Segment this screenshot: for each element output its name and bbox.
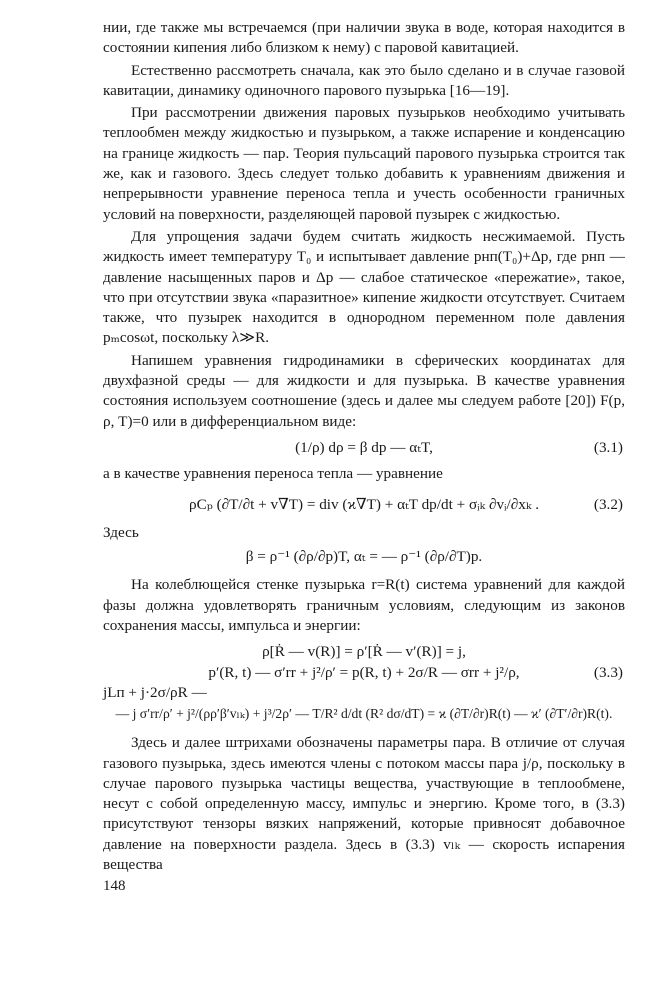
equation-3-2-body: ρCₚ (∂T/∂t + v∇T) = div (ϰ∇T) + αₜT dp/dt + σᵢₖ ∂vᵢ/∂xₖ . bbox=[188, 495, 539, 513]
paragraph-7: На колеблющейся стенке пузырька r=R(t) система уравнений для каждой фазы должна удовлетворять граничным условиям, следующим из законов сохранения массы, импульса и энергии: bbox=[103, 576, 625, 635]
equation-3-3-line-4: — j σ′rr/ρ′ + j²/(ρρ′β′vₗₖ) + j³/2ρ′ — T/R² d/dt (R² dσ/dT) = ϰ (∂T/∂r)R(t) — ϰ′ (∂T′/∂r)R(t). bbox=[115, 706, 613, 722]
paragraph-6: а в качестве уравнения переноса тепла — уравнение bbox=[103, 465, 443, 483]
paragraph-3: При рассмотрении движения паровых пузырьков необходимо учитывать теплообмен между жидкостью и пузырьком, а также испарение и конденсацию на границе жидкость — пар. Теория пульсаций парового пузырька строится так же, как и газового. Здесь следует только добавить к уравнениям движения и непрерывности уравнение переноса тепла и учесть особенности граничных условий на поверхности, разделяющей паровой пузырек с жидкостью. bbox=[103, 104, 625, 223]
paragraph-8: Здесь и далее штрихами обозначены параметры пара. В отличие от случая газового пузырька, здесь имеются члены с потоком массы пара j/ρ, поскольку в случае парового пузырька частицы вещества, участвующие в теплообмене, несут с собой определенную массу, импульс и энергию. Кроме того, в (3.3) присутствуют тензоры вязких напряжений, которые привносят добавочное давление на поверхности раздела. Здесь в (3.3) vₗₖ — скорость испарения вещества bbox=[103, 734, 625, 873]
page-number: 148 bbox=[103, 878, 126, 894]
equation-3-1 bbox=[103, 438, 625, 458]
equation-definitions-body: β = ρ⁻¹ (∂ρ/∂p)T, αₜ = — ρ⁻¹ (∂ρ/∂T)p. bbox=[245, 548, 483, 566]
equation-3-1-number: (3.1) bbox=[593, 438, 623, 456]
equation-3-3-number: (3.3) bbox=[593, 663, 623, 681]
paragraph-2: Естественно рассмотреть сначала, как это было сделано и в случае газовой кавитации, динамику одиночного парового пузырька [16—19]. bbox=[103, 61, 625, 99]
here-label: Здесь bbox=[103, 523, 139, 541]
equation-3-1-body: (1/ρ) dρ = β dp — αₜT, bbox=[295, 438, 433, 456]
page-text bbox=[103, 18, 625, 875]
equation-definitions bbox=[103, 547, 625, 567]
equation-3-3 bbox=[103, 642, 625, 725]
paragraph-4: Для упрощения задачи будем считать жидкость несжимаемой. Пусть жидкость имеет температуру T₀ и испытывает давление pнп(T₀)+Δp, где pнп — давление насыщенных паров и Δp — слабое статическое «пережатие», такое, что при отсутствии звука «паразитное» кипение жидкости отсутствует. Считаем также, что пузырек находится в однородном переменном поле давления pₘcosωt, поскольку λ≫R. bbox=[103, 227, 625, 347]
equation-3-3-line-2: p′(R, t) — σ′rr + j²/ρ′ = p(R, t) + 2σ/R — σrr + j²/ρ, bbox=[208, 663, 520, 681]
equation-3-3-line-3: jLп + j·2σ/ρR — bbox=[103, 683, 207, 701]
paragraph-1: нии, где также мы встречаемся (при наличии звука в воде, которая находится в состоянии кипения либо близком к нему) с паровой кавитацией. bbox=[103, 19, 625, 57]
equation-3-2-number: (3.2) bbox=[593, 495, 623, 513]
paragraph-5: Напишем уравнения гидродинамики в сферических координатах для двухфазной среды — для жидкости и для пузырька. В качестве уравнения состояния используем соотношение (здесь и далее мы следуем работе [20]) F(p, ρ, T)=0 или в дифференциальном виде: bbox=[103, 351, 625, 430]
equation-3-2 bbox=[103, 495, 625, 515]
equation-3-3-line-1: ρ[Ṙ — v(R)] = ρ′[Ṙ — v′(R)] = j, bbox=[262, 643, 466, 661]
